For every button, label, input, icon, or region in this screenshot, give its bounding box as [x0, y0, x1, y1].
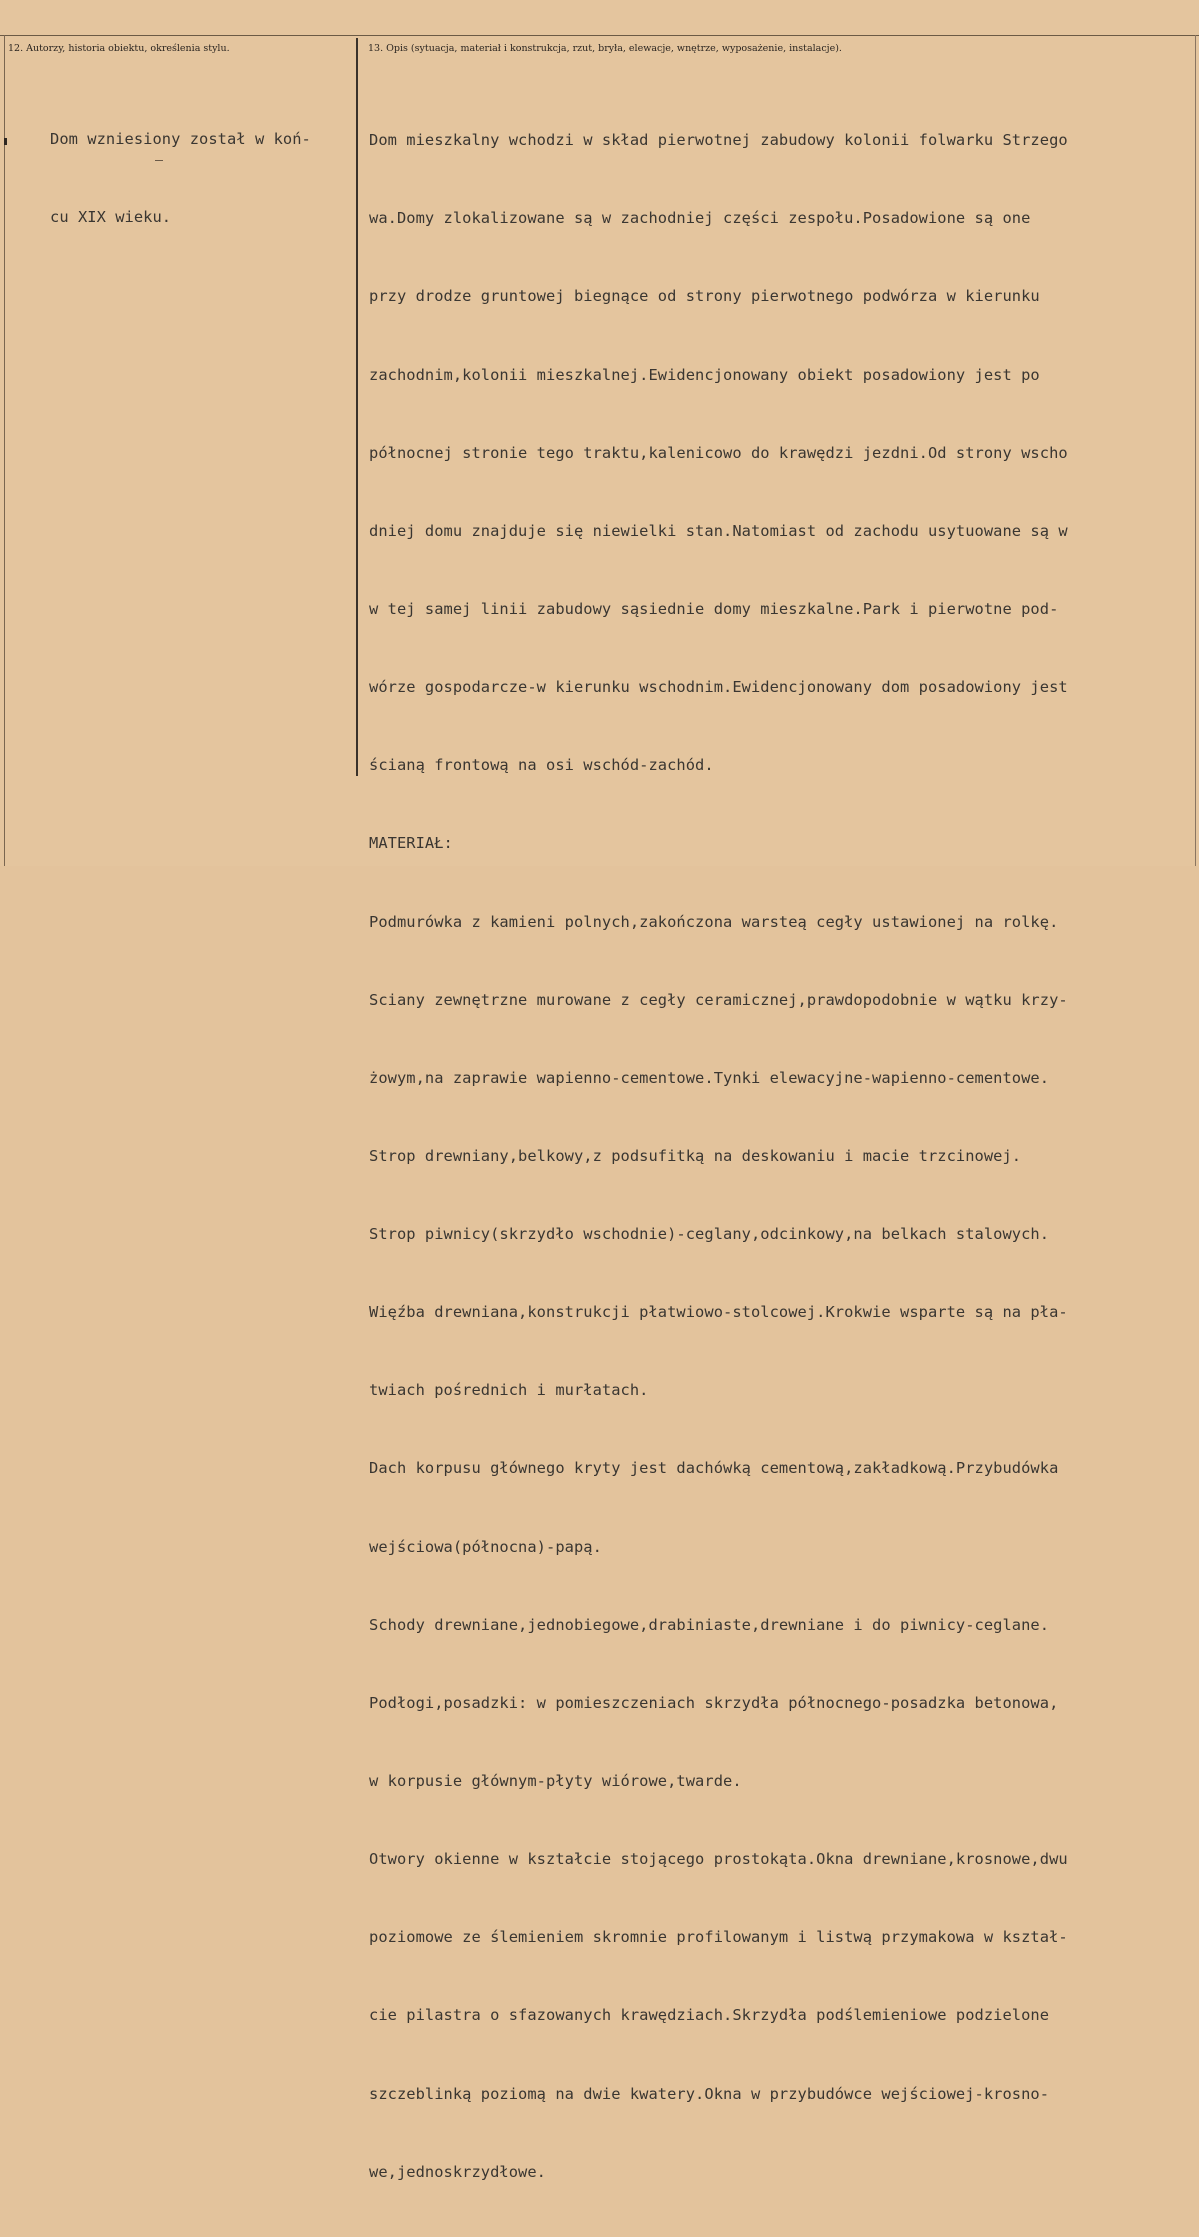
section-13-line: wejściowa(północna)-papą. — [369, 1537, 602, 1556]
section-13-line: Strop piwnicy(skrzydło wschodnie)-ceglany,odcinkowy,na belkach stalowych. — [369, 1225, 1050, 1244]
section-13-subheading: MATERIAŁ: — [369, 834, 453, 853]
section-13-line: dniej domu znajduje się niewielki stan.Natomiast od zachodu usytuowane są w — [369, 521, 1068, 540]
section-13-line: wórze gospodarcze-w kierunku wschodnim.Ewidencjonowany dom posadowiony jest — [369, 678, 1068, 697]
section-13-body — [369, 75, 1068, 2237]
section-13-line: Dom mieszkalny wchodzi w skład pierwotnej zabudowy kolonii folwarku Strzego — [369, 131, 1068, 150]
section-13-heading: 13. Opis (sytuacja, materiał i konstrukcja, rzut, bryła, elewacje, wnętrze, wyposażenie, instalacje). — [368, 43, 842, 54]
section-13-line: twiach pośrednich i murłatach. — [369, 1381, 649, 1400]
section-13-line: ścianą frontową na osi wschód-zachód. — [369, 756, 714, 775]
top-border-line — [0, 35, 1199, 36]
section-13-line: Podłogi,posadzki: w pomieszczeniach skrzydła północnego-posadzka betonowa, — [369, 1693, 1059, 1712]
section-13-line: cie pilastra o sfazowanych krawędziach.Skrzydła podślemieniowe podzielone — [369, 2006, 1050, 2025]
section-12-body — [50, 74, 311, 282]
left-border-line — [4, 35, 5, 866]
section-12-line: cu XIX wieku. — [50, 208, 172, 227]
section-13-line: Sciany zewnętrzne murowane z cegły ceramicznej,prawdopodobnie w wątku krzy- — [369, 990, 1068, 1009]
section-13-line: Otwory okienne w kształcie stojącego prostokąta.Okna drewniane,krosnowe,dwu — [369, 1850, 1068, 1869]
section-13-line: Schody drewniane,jednobiegowe,drabiniaste,drewniane i do piwnicy-ceglane. — [369, 1615, 1050, 1634]
section-13-line: Podmurówka z kamieni polnych,zakończona warsteą cegły ustawionej na rolkę. — [369, 912, 1059, 931]
section-13-line: poziomowe ze ślemieniem skromnie profilowanym i listwą przymakowa w kształ- — [369, 1928, 1068, 1947]
section-13-line: w korpusie głównym-płyty wiórowe,twarde. — [369, 1772, 742, 1791]
section-13-line: północnej stronie tego traktu,kalenicowo do krawędzi jezdni.Od strony wscho — [369, 443, 1068, 462]
column-divider — [356, 38, 358, 776]
section-13-line: przy drodze gruntowej biegnące od strony pierwotnego podwórza w kierunku — [369, 287, 1040, 306]
margin-mark — [4, 138, 7, 145]
right-border-line — [1195, 35, 1196, 866]
section-13-line: wa.Domy zlokalizowane są w zachodniej części zespołu.Posadowione są one — [369, 209, 1031, 228]
section-13-line: Dach korpusu głównego kryty jest dachówką cementową,zakładkową.Przybudówka — [369, 1459, 1059, 1478]
section-13-line: żowym,na zaprawie wapienno-cementowe.Tynki elewacyjne-wapienno-cementowe. — [369, 1068, 1050, 1087]
section-12-heading: 12. Autorzy, historia obiektu, określenia stylu. — [8, 43, 230, 54]
section-13-line: we,jednoskrzydłowe. — [369, 2162, 547, 2181]
section-13-line: szczeblinką poziomą na dwie kwatery.Okna w przybudówce wejściowej-krosno- — [369, 2084, 1050, 2103]
section-13-line: Strop drewniany,belkowy,z podsufitką na deskowaniu i macie trzcinowej. — [369, 1146, 1022, 1165]
section-13-line: Więźba drewniana,konstrukcji płatwiowo-stolcowej.Krokwie wsparte są na pła- — [369, 1303, 1068, 1322]
section-13-line: zachodnim,kolonii mieszkalnej.Ewidencjonowany obiekt posadowiony jest po — [369, 365, 1040, 384]
section-12-line: Dom wzniesiony został w koń- — [50, 130, 311, 149]
section-13-line: w tej samej linii zabudowy sąsiednie domy mieszkalne.Park i pierwotne pod- — [369, 599, 1059, 618]
